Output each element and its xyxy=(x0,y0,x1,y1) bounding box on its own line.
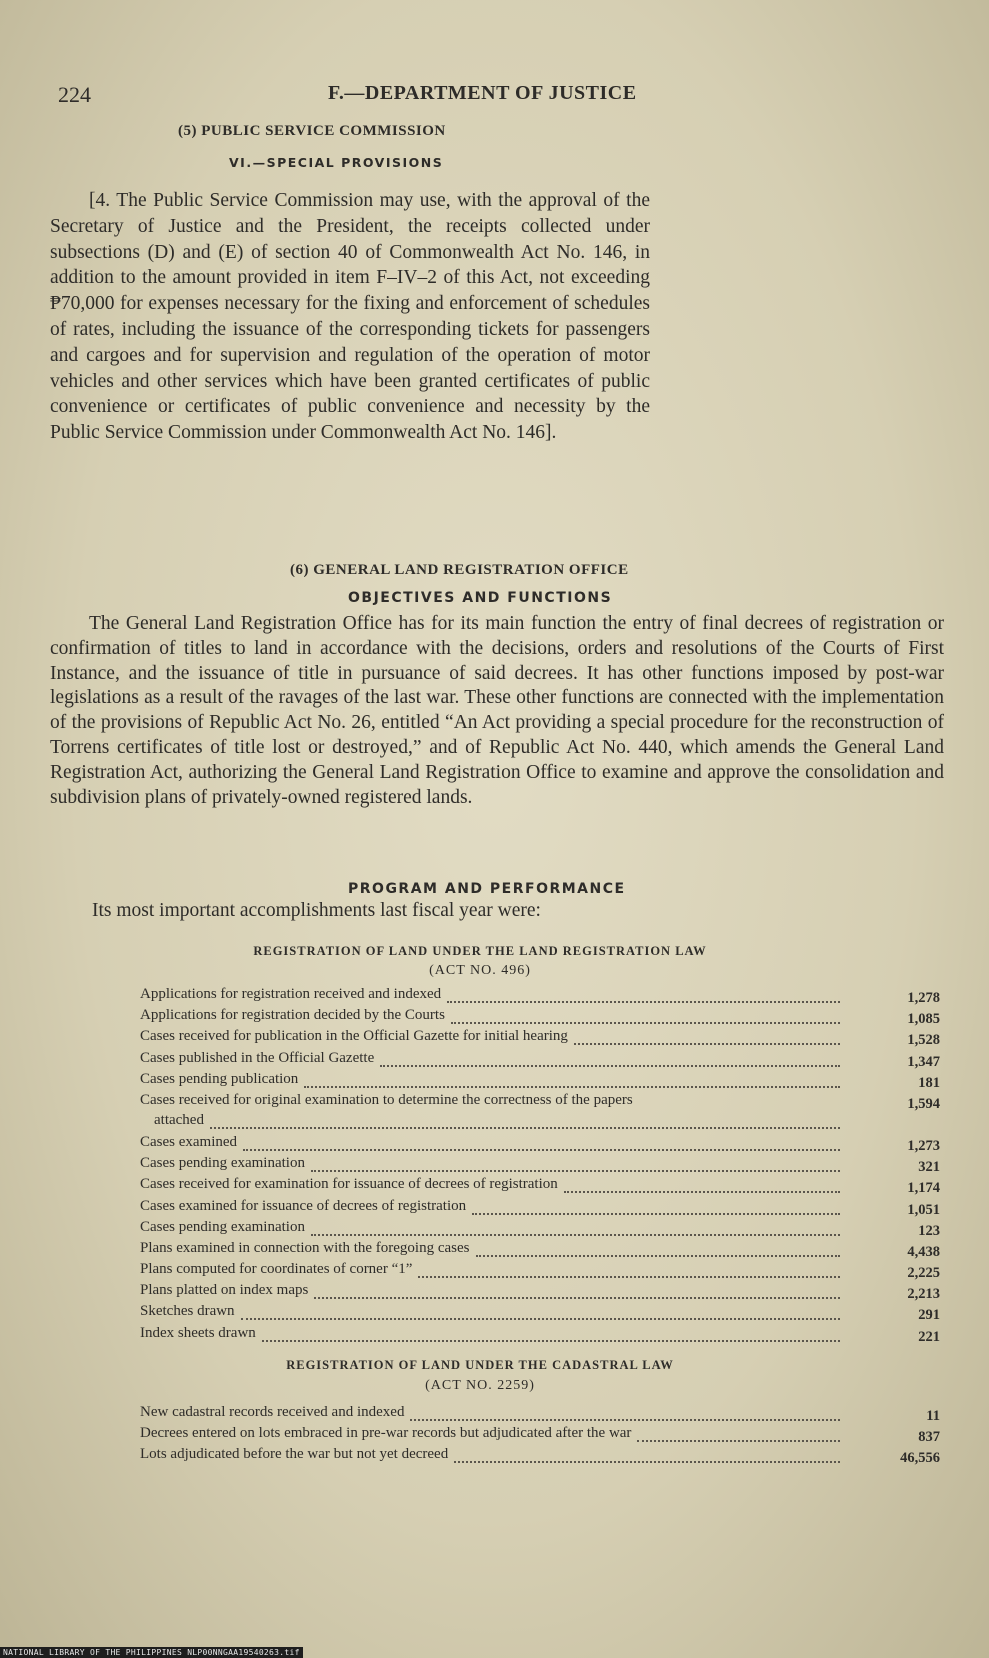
dot-leader xyxy=(564,1189,840,1193)
dot-leader xyxy=(447,999,840,1003)
row-label: Cases pending examination xyxy=(140,1155,305,1172)
scan-footer: NATIONAL LIBRARY OF THE PHILIPPINES NLP00NNGAA19540263.tif xyxy=(0,1647,303,1658)
row-value: 123 xyxy=(918,1222,940,1239)
table-row xyxy=(140,986,940,1007)
table-row xyxy=(140,1282,940,1303)
row-label: Plans platted on index maps xyxy=(140,1282,309,1299)
table1-subheading: (ACT NO. 496) xyxy=(429,963,531,978)
table-row xyxy=(140,1219,940,1240)
row-value: 181 xyxy=(918,1074,940,1091)
table-row xyxy=(140,1446,940,1467)
dot-leader xyxy=(304,1084,840,1088)
page-heading: F.—DEPARTMENT OF JUSTICE xyxy=(328,82,637,104)
row-label: Cases examined for issuance of decrees of registration xyxy=(140,1197,467,1214)
dot-leader xyxy=(476,1253,840,1257)
table-row xyxy=(140,1261,940,1282)
row-label: Decrees entered on lots embraced in pre-war records but adjudicated after the war xyxy=(140,1425,632,1442)
page-number: 224 xyxy=(58,82,91,107)
row-label: Sketches drawn xyxy=(140,1303,235,1320)
row-value: 4,438 xyxy=(907,1243,940,1260)
section5-title: (5) PUBLIC SERVICE COMMISSION xyxy=(178,123,446,139)
dot-leader xyxy=(262,1338,840,1342)
row-label: Cases published in the Official Gazette xyxy=(140,1049,375,1066)
row-value: 46,556 xyxy=(900,1450,940,1467)
row-value: 321 xyxy=(918,1159,940,1176)
dot-leader xyxy=(451,1020,840,1024)
row-value: 1,051 xyxy=(907,1201,940,1218)
row-value: 2,213 xyxy=(907,1286,940,1303)
table2-subheading: (ACT NO. 2259) xyxy=(425,1378,535,1393)
table-row xyxy=(140,1155,940,1176)
row-value: 837 xyxy=(918,1429,940,1446)
row-label: Cases examined xyxy=(140,1133,238,1150)
row-label: Cases pending publication xyxy=(140,1070,299,1087)
dot-leader xyxy=(410,1417,840,1421)
row-value: 221 xyxy=(918,1328,940,1345)
dot-leader xyxy=(243,1147,840,1151)
table-row xyxy=(140,1240,940,1261)
row-value: 1,347 xyxy=(907,1053,940,1070)
dot-leader xyxy=(472,1211,840,1215)
row-label: Index sheets drawn xyxy=(140,1324,256,1341)
row-label: Cases received for publication in the Official Gazette for initial hearing xyxy=(140,1028,568,1045)
table-row xyxy=(140,1007,940,1028)
row-value: 1,528 xyxy=(907,1032,940,1049)
dot-leader xyxy=(454,1459,840,1463)
table1 xyxy=(140,986,940,1346)
section5-subtitle: VI.—SPECIAL PROVISIONS xyxy=(229,155,444,170)
section6-title: (6) GENERAL LAND REGISTRATION OFFICE xyxy=(290,562,629,578)
section6-subtitle: OBJECTIVES AND FUNCTIONS xyxy=(348,590,613,606)
row-value: 291 xyxy=(918,1307,940,1324)
row-label: New cadastral records received and indexed xyxy=(140,1404,405,1420)
row-value: 1,174 xyxy=(907,1180,940,1197)
section5-paragraph: [4. The Public Service Commission may use, with the approval of the Secretary of Justice and the President, the receipts collected under subsections (D) and (E) of section 40 of Commonwealth Act No. 146, in addition to the amount provided in item F–IV–2 of this Act, not exceeding ₱70,000 for expenses necessary for the fixing and enforcement of schedules of rates, including the issuance of the corresponding tickets for passengers and cargoes and for supervision and regulation of the operation of motor vehicles and other services which have been granted certificates of public convenience or certificates of public convenience and necessity by the Public Service Commission under Commonwealth Act No. 146]. xyxy=(50,190,650,444)
dot-leader xyxy=(311,1232,840,1236)
row-label: Plans examined in connection with the foregoing cases xyxy=(140,1239,470,1256)
table2-heading: REGISTRATION OF LAND UNDER THE CADASTRAL LAW xyxy=(286,1358,674,1372)
table-row xyxy=(140,1425,940,1446)
dot-leader xyxy=(210,1125,840,1129)
dot-leader xyxy=(311,1168,840,1172)
dot-leader xyxy=(418,1274,840,1278)
row-value: 1,278 xyxy=(907,990,940,1006)
row-value: 1,273 xyxy=(907,1137,940,1154)
dot-leader xyxy=(574,1041,840,1045)
row-value: 1,594 xyxy=(907,1095,940,1112)
table-row xyxy=(140,1071,940,1092)
row-label: Plans computed for coordinates of corner “1” xyxy=(140,1261,413,1278)
table-row xyxy=(140,1325,940,1346)
section6-paragraph: The General Land Registration Office has for its main function the entry of final decrees of registration or confirmation of titles to land in accordance with the decisions, orders and resolutions of the Courts of First Instance, and the issuance of title in pursuance of said decrees. It has other functions imposed by post-war legislations as a result of the ravages of the last war. These other functions are connected with the implementation of the provisions of Republic Act No. 26, entitled “An Act providing a special procedure for the reconstruction of Torrens certificates of title lost or destroyed,” and of Republic Act No. 440, which amends the General Land Registration Act, authorizing the General Land Registration Office to examine and approve the consolidation and subdivision plans of privately-owned registered lands. xyxy=(50,613,944,808)
row-value: 2,225 xyxy=(907,1265,940,1282)
dot-leader xyxy=(314,1295,840,1299)
table-row xyxy=(140,1404,940,1425)
row-label: Cases pending examination xyxy=(140,1218,305,1235)
table-row xyxy=(140,1198,940,1219)
row-label: Cases received for original examination to determine the correctness of the papers xyxy=(140,1091,633,1108)
table-row xyxy=(140,1176,940,1197)
table-row xyxy=(140,1050,940,1071)
row-value: 1,085 xyxy=(907,1011,940,1028)
row-label: Applications for registration received and indexed xyxy=(140,986,442,1002)
table1-heading: REGISTRATION OF LAND UNDER THE LAND REGISTRATION LAW xyxy=(253,944,707,958)
row-label: Cases received for examination for issuance of decrees of registration xyxy=(140,1176,558,1193)
dot-leader xyxy=(380,1063,840,1067)
program-title: PROGRAM AND PERFORMANCE xyxy=(348,881,626,897)
page-header xyxy=(58,82,678,112)
row-label: Applications for registration decided by the Courts xyxy=(140,1007,445,1024)
table-row xyxy=(140,1092,940,1134)
table-row xyxy=(140,1303,940,1324)
table-row xyxy=(140,1134,940,1155)
dot-leader xyxy=(637,1438,840,1442)
table-row xyxy=(140,1028,940,1049)
row-value: 11 xyxy=(926,1408,940,1424)
dot-leader xyxy=(241,1316,840,1320)
intro-text: Its most important accomplishments last fiscal year were: xyxy=(92,900,541,921)
row-label-continued: attached xyxy=(154,1111,204,1128)
table2 xyxy=(140,1404,940,1468)
row-label: Lots adjudicated before the war but not yet decreed xyxy=(140,1446,449,1463)
